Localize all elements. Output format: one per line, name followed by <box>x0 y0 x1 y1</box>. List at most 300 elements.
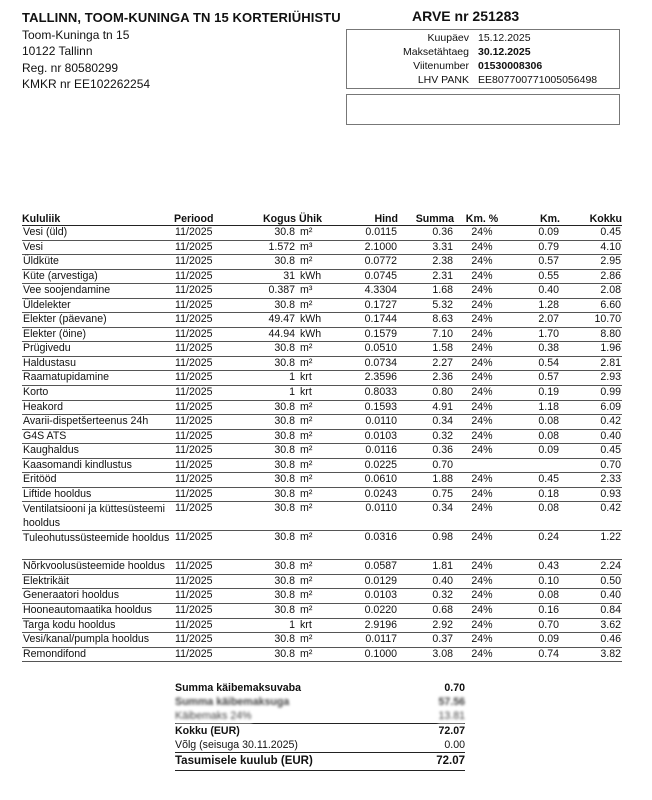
item-name: Ventilatsiooni ja küttesüsteemi hooldus <box>22 502 174 531</box>
item-period: 11/2025 <box>174 574 232 589</box>
item-sum: 7.10 <box>398 327 454 342</box>
item-unit: m² <box>296 531 340 560</box>
item-period: 11/2025 <box>174 444 232 459</box>
item-quantity: 30.8 <box>232 647 296 662</box>
item-total: 2.95 <box>560 255 622 270</box>
totals-row-payable <box>175 753 465 771</box>
item-period: 11/2025 <box>174 429 232 444</box>
item-quantity: 1.572 <box>232 240 296 255</box>
item-period: 11/2025 <box>174 531 232 560</box>
item-vat-pct: 24% <box>454 240 510 255</box>
item-quantity: 30.8 <box>232 560 296 575</box>
item-vat: 0.57 <box>510 255 560 270</box>
item-unit: m² <box>296 458 340 473</box>
item-vat-pct: 24% <box>454 284 510 299</box>
item-vat-pct: 24% <box>454 327 510 342</box>
item-total: 4.10 <box>560 240 622 255</box>
item-name: Heakord <box>22 400 174 415</box>
recipient-box <box>346 94 620 125</box>
item-sum: 0.75 <box>398 487 454 502</box>
col-header-kokku: Kokku <box>560 212 622 226</box>
item-unit: m² <box>296 342 340 357</box>
item-price: 0.0316 <box>340 531 398 560</box>
item-price: 0.0772 <box>340 255 398 270</box>
item-period: 11/2025 <box>174 473 232 488</box>
item-quantity: 30.8 <box>232 604 296 619</box>
item-total: 2.08 <box>560 284 622 299</box>
item-total: 0.40 <box>560 589 622 604</box>
item-name: Vee soojendamine <box>22 284 174 299</box>
item-total: 3.82 <box>560 647 622 662</box>
item-unit: m² <box>296 589 340 604</box>
item-price: 2.9196 <box>340 618 398 633</box>
item-unit: m² <box>296 560 340 575</box>
taxed-sum-label: Summa käibemaksuga <box>175 696 290 708</box>
item-price: 4.3304 <box>340 284 398 299</box>
item-quantity: 30.8 <box>232 415 296 430</box>
item-name: Kaughaldus <box>22 444 174 459</box>
item-period: 11/2025 <box>174 647 232 662</box>
item-unit: m² <box>296 226 340 241</box>
item-vat: 0.09 <box>510 633 560 648</box>
item-price: 0.0110 <box>340 502 398 531</box>
item-vat-pct: 24% <box>454 604 510 619</box>
item-vat: 0.74 <box>510 647 560 662</box>
item-sum: 3.31 <box>398 240 454 255</box>
item-name: Nõrkvoolusüsteemide hooldus <box>22 560 174 575</box>
reference-number-label: Viitenumber <box>413 60 469 72</box>
item-sum: 0.80 <box>398 386 454 401</box>
item-sum: 1.68 <box>398 284 454 299</box>
item-quantity: 30.8 <box>232 589 296 604</box>
item-sum: 4.91 <box>398 400 454 415</box>
table-body <box>22 226 622 662</box>
table-row <box>22 604 622 619</box>
item-vat-pct: 24% <box>454 298 510 313</box>
table-row <box>22 400 622 415</box>
item-vat-pct: 24% <box>454 574 510 589</box>
item-total: 6.09 <box>560 400 622 415</box>
item-total: 2.33 <box>560 473 622 488</box>
item-vat-pct: 24% <box>454 444 510 459</box>
item-price: 0.0734 <box>340 356 398 371</box>
item-price: 0.0115 <box>340 226 398 241</box>
item-total: 0.40 <box>560 429 622 444</box>
item-price: 0.0587 <box>340 560 398 575</box>
item-unit: krt <box>296 618 340 633</box>
totals-row-debt <box>175 738 465 753</box>
item-price: 0.0220 <box>340 604 398 619</box>
item-sum: 1.81 <box>398 560 454 575</box>
item-vat-pct: 24% <box>454 647 510 662</box>
item-name: Üldküte <box>22 255 174 270</box>
item-sum: 0.68 <box>398 604 454 619</box>
item-name: Generaatori hooldus <box>22 589 174 604</box>
item-vat-pct: 24% <box>454 560 510 575</box>
table-row <box>22 487 622 502</box>
invoice-date-value: 15.12.2025 <box>478 32 531 44</box>
company-reg-nr: Reg. nr 80580299 <box>22 61 119 75</box>
table-row <box>22 473 622 488</box>
item-period: 11/2025 <box>174 386 232 401</box>
item-unit: m² <box>296 473 340 488</box>
item-unit: kWh <box>296 313 340 328</box>
due-date-label: Maksetähtaeg <box>403 46 469 58</box>
item-period: 11/2025 <box>174 327 232 342</box>
item-period: 11/2025 <box>174 458 232 473</box>
item-total: 0.45 <box>560 226 622 241</box>
item-vat-pct: 24% <box>454 386 510 401</box>
item-period: 11/2025 <box>174 560 232 575</box>
item-price: 0.0610 <box>340 473 398 488</box>
item-price: 2.1000 <box>340 240 398 255</box>
col-header-periood: Periood <box>174 212 232 226</box>
item-total: 0.42 <box>560 415 622 430</box>
item-name: Haldustasu <box>22 356 174 371</box>
table-row <box>22 313 622 328</box>
item-name: Vesi/kanal/pumpla hooldus <box>22 633 174 648</box>
item-period: 11/2025 <box>174 255 232 270</box>
table-row <box>22 574 622 589</box>
item-vat-pct: 24% <box>454 415 510 430</box>
item-vat: 0.08 <box>510 415 560 430</box>
item-quantity: 0.387 <box>232 284 296 299</box>
item-unit: krt <box>296 386 340 401</box>
table-row <box>22 386 622 401</box>
item-quantity: 30.8 <box>232 226 296 241</box>
item-price: 0.8033 <box>340 386 398 401</box>
col-header-uhik: Ühik <box>296 212 340 226</box>
col-header-summa: Summa <box>398 212 454 226</box>
item-total: 1.22 <box>560 531 622 560</box>
table-row <box>22 226 622 241</box>
item-sum: 2.31 <box>398 269 454 284</box>
item-total: 10.70 <box>560 313 622 328</box>
col-header-km-pct: Km. % <box>454 212 510 226</box>
item-sum: 0.34 <box>398 502 454 531</box>
total-label: Kokku (EUR) <box>175 724 395 739</box>
item-name: Hooneautomaatika hooldus <box>22 604 174 619</box>
item-period: 11/2025 <box>174 487 232 502</box>
item-price: 0.0116 <box>340 444 398 459</box>
reference-number-row <box>347 60 619 74</box>
item-quantity: 49.47 <box>232 313 296 328</box>
item-quantity: 1 <box>232 618 296 633</box>
item-vat: 0.54 <box>510 356 560 371</box>
table-row <box>22 298 622 313</box>
item-period: 11/2025 <box>174 313 232 328</box>
item-price: 0.1579 <box>340 327 398 342</box>
col-header-kululiik: Kululiik <box>22 212 174 226</box>
company-name: TALLINN, TOOM-KUNINGA TN 15 KORTERIÜHISTU <box>22 10 341 25</box>
item-vat: 0.16 <box>510 604 560 619</box>
item-sum: 0.98 <box>398 531 454 560</box>
item-vat: 2.07 <box>510 313 560 328</box>
item-quantity: 30.8 <box>232 342 296 357</box>
item-sum: 8.63 <box>398 313 454 328</box>
item-total: 3.62 <box>560 618 622 633</box>
item-price: 2.3596 <box>340 371 398 386</box>
item-unit: m² <box>296 444 340 459</box>
bank-name-label: LHV PANK <box>417 74 469 86</box>
item-quantity: 1 <box>232 371 296 386</box>
item-name: Prügivedu <box>22 342 174 357</box>
item-name: Targa kodu hooldus <box>22 618 174 633</box>
table-row <box>22 240 622 255</box>
item-name: Korto <box>22 386 174 401</box>
item-name: Tuleohutussüsteemide hooldus <box>22 531 174 560</box>
item-period: 11/2025 <box>174 618 232 633</box>
item-unit: m² <box>296 502 340 531</box>
table-row <box>22 531 622 560</box>
item-period: 11/2025 <box>174 589 232 604</box>
item-name: Küte (arvestiga) <box>22 269 174 284</box>
vat-free-value: 0.70 <box>444 682 465 694</box>
item-unit: m² <box>296 255 340 270</box>
table-row <box>22 647 622 662</box>
item-sum: 3.08 <box>398 647 454 662</box>
table-row <box>22 269 622 284</box>
item-total: 0.42 <box>560 502 622 531</box>
item-total: 0.50 <box>560 574 622 589</box>
item-total: 2.86 <box>560 269 622 284</box>
item-unit: m² <box>296 574 340 589</box>
table-row <box>22 371 622 386</box>
item-total: 0.45 <box>560 444 622 459</box>
item-sum: 0.32 <box>398 429 454 444</box>
item-vat-pct: 24% <box>454 342 510 357</box>
totals-row-taxed <box>175 695 465 709</box>
company-kmkr-nr: KMKR nr EE102262254 <box>22 77 151 91</box>
item-vat: 0.08 <box>510 502 560 531</box>
invoice-title: ARVE nr 251283 <box>412 8 520 24</box>
item-quantity: 30.8 <box>232 255 296 270</box>
item-name: G4S ATS <box>22 429 174 444</box>
col-header-kogus: Kogus <box>232 212 296 226</box>
totals-row-total <box>175 724 465 739</box>
item-sum: 2.36 <box>398 371 454 386</box>
table-row <box>22 502 622 531</box>
item-unit: m² <box>296 415 340 430</box>
item-unit: kWh <box>296 269 340 284</box>
item-total: 0.84 <box>560 604 622 619</box>
item-quantity: 30.8 <box>232 473 296 488</box>
item-period: 11/2025 <box>174 226 232 241</box>
table-row <box>22 255 622 270</box>
item-unit: m² <box>296 647 340 662</box>
item-quantity: 1 <box>232 386 296 401</box>
payable-label: Tasumisele kuulub (EUR) <box>175 753 395 771</box>
item-unit: m³ <box>296 240 340 255</box>
item-vat-pct: 24% <box>454 356 510 371</box>
item-quantity: 30.8 <box>232 502 296 531</box>
totals-row-vat <box>175 709 465 724</box>
item-name: Liftide hooldus <box>22 487 174 502</box>
bank-account-value: EE807700771005056498 <box>478 74 598 86</box>
item-quantity: 30.8 <box>232 429 296 444</box>
item-price: 0.0103 <box>340 589 398 604</box>
item-name: Kaasomandi kindlustus <box>22 458 174 473</box>
item-quantity: 31 <box>232 269 296 284</box>
item-total: 0.99 <box>560 386 622 401</box>
item-price: 0.0225 <box>340 458 398 473</box>
item-total: 8.80 <box>560 327 622 342</box>
item-quantity: 44.94 <box>232 327 296 342</box>
item-unit: m³ <box>296 284 340 299</box>
item-total: 2.81 <box>560 356 622 371</box>
item-unit: m² <box>296 298 340 313</box>
debt-label: Võlg (seisuga 30.11.2025) <box>175 739 298 751</box>
item-vat-pct: 24% <box>454 269 510 284</box>
item-sum: 0.40 <box>398 574 454 589</box>
item-sum: 2.38 <box>398 255 454 270</box>
item-vat-pct: 24% <box>454 226 510 241</box>
item-vat: 0.18 <box>510 487 560 502</box>
item-vat: 1.18 <box>510 400 560 415</box>
bank-account-row <box>347 74 619 88</box>
payable-value: 72.07 <box>395 753 465 771</box>
item-vat-pct: 24% <box>454 255 510 270</box>
table-header-row <box>22 212 622 226</box>
reference-number-value: 01530008306 <box>478 60 543 72</box>
item-name: Elektrikäit <box>22 574 174 589</box>
item-quantity: 30.8 <box>232 487 296 502</box>
item-price: 0.0129 <box>340 574 398 589</box>
item-unit: kWh <box>296 327 340 342</box>
item-unit: m² <box>296 633 340 648</box>
total-value: 72.07 <box>395 724 465 739</box>
item-unit: krt <box>296 371 340 386</box>
item-sum: 0.37 <box>398 633 454 648</box>
col-header-hind: Hind <box>340 212 398 226</box>
item-period: 11/2025 <box>174 284 232 299</box>
table-row <box>22 356 622 371</box>
invoice-date-label: Kuupäev <box>427 32 469 44</box>
item-total: 2.93 <box>560 371 622 386</box>
item-price: 0.0103 <box>340 429 398 444</box>
item-sum: 1.88 <box>398 473 454 488</box>
item-name: Avarii-dispetšerteenus 24h <box>22 415 174 430</box>
item-quantity: 30.8 <box>232 400 296 415</box>
item-vat: 0.45 <box>510 473 560 488</box>
item-sum: 2.92 <box>398 618 454 633</box>
invoice-info-box <box>346 29 620 89</box>
item-sum: 0.36 <box>398 444 454 459</box>
item-sum: 0.70 <box>398 458 454 473</box>
table-row <box>22 342 622 357</box>
item-vat-pct: 24% <box>454 313 510 328</box>
item-period: 11/2025 <box>174 502 232 531</box>
item-quantity: 30.8 <box>232 531 296 560</box>
table-row <box>22 444 622 459</box>
item-total: 0.93 <box>560 487 622 502</box>
item-total: 0.70 <box>560 458 622 473</box>
item-vat: 0.70 <box>510 618 560 633</box>
item-price: 0.0117 <box>340 633 398 648</box>
item-vat: 0.43 <box>510 560 560 575</box>
item-unit: m² <box>296 429 340 444</box>
item-sum: 1.58 <box>398 342 454 357</box>
item-vat: 0.79 <box>510 240 560 255</box>
item-vat: 0.09 <box>510 226 560 241</box>
table-row <box>22 618 622 633</box>
taxed-sum-value: 57.56 <box>438 696 465 708</box>
due-date-row <box>347 46 619 60</box>
item-name: Eritööd <box>22 473 174 488</box>
item-vat-pct: 24% <box>454 487 510 502</box>
item-total: 0.46 <box>560 633 622 648</box>
item-vat: 0.19 <box>510 386 560 401</box>
item-vat <box>510 458 560 473</box>
item-total: 2.24 <box>560 560 622 575</box>
item-name: Vesi (üld) <box>22 226 174 241</box>
item-unit: m² <box>296 604 340 619</box>
item-vat: 0.24 <box>510 531 560 560</box>
item-vat-pct: 24% <box>454 429 510 444</box>
item-price: 0.1000 <box>340 647 398 662</box>
item-price: 0.1727 <box>340 298 398 313</box>
due-date-value: 30.12.2025 <box>478 46 531 58</box>
item-sum: 0.34 <box>398 415 454 430</box>
item-vat: 0.08 <box>510 429 560 444</box>
item-period: 11/2025 <box>174 269 232 284</box>
item-sum: 0.32 <box>398 589 454 604</box>
item-period: 11/2025 <box>174 240 232 255</box>
item-vat-pct: 24% <box>454 618 510 633</box>
item-quantity: 30.8 <box>232 298 296 313</box>
item-price: 0.1744 <box>340 313 398 328</box>
item-vat: 0.38 <box>510 342 560 357</box>
item-vat: 1.28 <box>510 298 560 313</box>
totals-table <box>175 681 465 771</box>
item-total: 6.60 <box>560 298 622 313</box>
item-price: 0.0110 <box>340 415 398 430</box>
table-row <box>22 560 622 575</box>
item-quantity: 30.8 <box>232 356 296 371</box>
item-price: 0.1593 <box>340 400 398 415</box>
item-period: 11/2025 <box>174 371 232 386</box>
item-unit: m² <box>296 400 340 415</box>
item-period: 11/2025 <box>174 356 232 371</box>
item-period: 11/2025 <box>174 415 232 430</box>
item-vat-pct: 24% <box>454 633 510 648</box>
item-unit: m² <box>296 487 340 502</box>
item-vat-pct <box>454 458 510 473</box>
table-row <box>22 589 622 604</box>
debt-value: 0.00 <box>444 739 465 751</box>
item-vat-pct: 24% <box>454 473 510 488</box>
col-header-km: Km. <box>510 212 560 226</box>
item-sum: 5.32 <box>398 298 454 313</box>
item-vat: 1.70 <box>510 327 560 342</box>
item-vat-pct: 24% <box>454 502 510 531</box>
item-name: Raamatupidamine <box>22 371 174 386</box>
vat-free-label: Summa käibemaksuvaba <box>175 682 302 694</box>
item-vat: 0.08 <box>510 589 560 604</box>
item-price: 0.0243 <box>340 487 398 502</box>
item-name: Üldelekter <box>22 298 174 313</box>
table-row <box>22 415 622 430</box>
item-period: 11/2025 <box>174 604 232 619</box>
item-vat-pct: 24% <box>454 371 510 386</box>
item-name: Vesi <box>22 240 174 255</box>
item-vat: 0.40 <box>510 284 560 299</box>
item-name: Elekter (päevane) <box>22 313 174 328</box>
table-row <box>22 429 622 444</box>
table-row <box>22 284 622 299</box>
item-sum: 2.27 <box>398 356 454 371</box>
item-unit: m² <box>296 356 340 371</box>
